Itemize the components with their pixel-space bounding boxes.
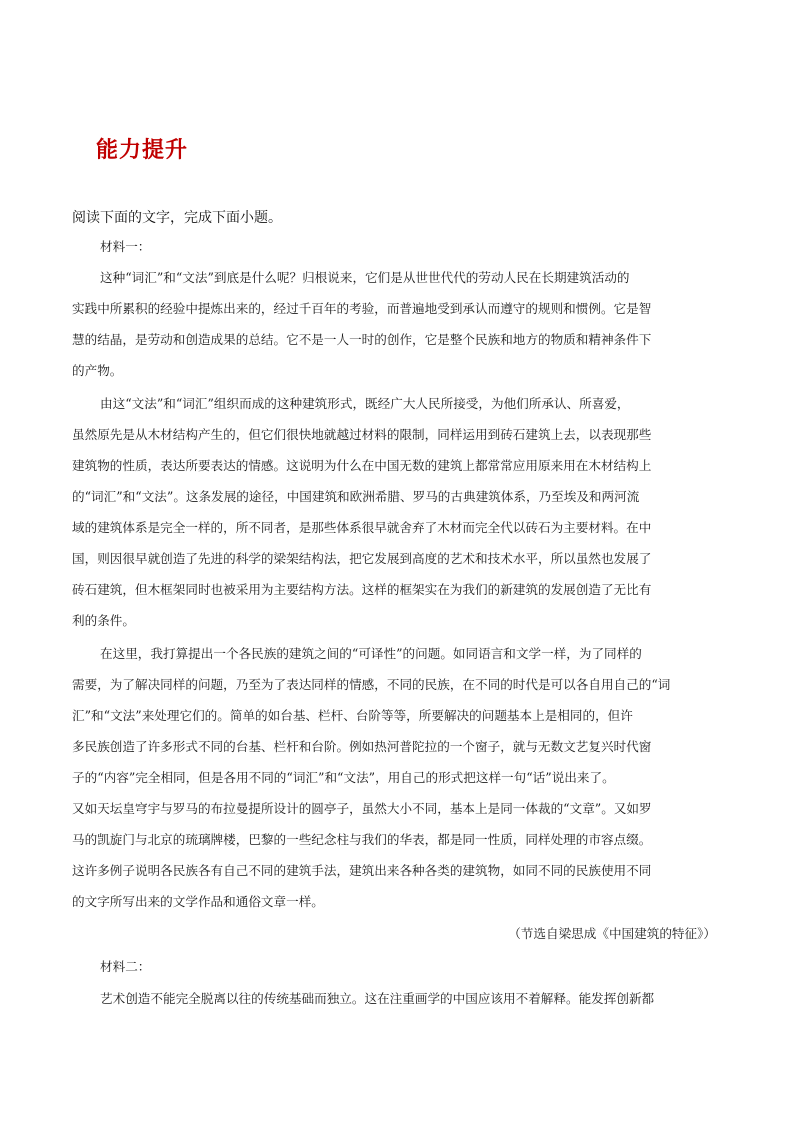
text-line: 汇”和“文法”来处理它们的。简单的如台基、栏杆、台阶等等，所要解决的问题基本上是相同的，但许 [72,708,633,723]
text-line: 多民族创造了许多形式不同的台基、栏杆和台阶。例如热河普陀拉的一个窗子，就与无数文艺复兴时代窗 [72,739,652,754]
text-line: 马的凯旋门与北京的琉璃牌楼，巴黎的一些纪念柱与我们的华表，都是同一性质，同样处理的市容点缀。 [72,832,652,847]
text-line: 的产物。 [72,363,123,378]
text-line: 实践中所累积的经验中提炼出来的，经过千百年的考验，而普遍地受到承认而遵守的规则和惯例。它是智 [72,301,652,316]
text-line: 由这“文法”和“词汇”组织而成的这种建筑形式，既经广大人民所接受，为他们所承认、所喜爱， [100,396,630,411]
material-two-heading: 材料二： [100,959,151,974]
text-line: 这种“词汇”和“文法”到底是什么呢？归根说来，它们是从世世代代的劳动人民在长期建筑活动的 [100,270,630,285]
section-title: 能力提升 [96,138,189,163]
material-one-heading: 材料一： [100,239,151,254]
text-line: 的“词汇”和“文法”。这条发展的途径，中国建筑和欧洲希腊、罗马的古典建筑体系，乃至埃及和两河流 [72,489,640,504]
text-line: 又如天坛皇穹宇与罗马的布拉曼提所设计的圆亭子，虽然大小不同，基本上是同一体裁的“文章”。又如罗 [72,801,652,816]
text-line: 需要，为了解决同样的问题，乃至为了表达同样的情感，不同的民族，在不同的时代是可以各自用自己的“词 [72,677,671,692]
text-line: 建筑物的性质，表达所要表达的情感。这说明为什么在中国无数的建筑上都常常应用原来用在木材结构上 [72,458,652,473]
source-citation: （节选自梁思成《中国建筑的特征》） [508,926,716,941]
text-line: 子的“内容”完全相同，但是各用不同的“词汇”和“文法”，用自己的形式把这样一句“话”说出来了。 [72,770,615,785]
text-line: 虽然原先是从木材结构产生的，但它们很快地就越过材料的限制，同样运用到砖石建筑上去，以表现那些 [72,427,652,442]
text-line: 在这里，我打算提出一个各民族的建筑之间的“可译性”的问题。如同语言和文学一样，为了同样的 [100,646,642,661]
text-line: 艺术创造不能完全脱离以往的传统基础而独立。这在注重画学的中国应该用不着解释。能发挥创新都 [100,991,655,1006]
text-line: 域的建筑体系是完全一样的，所不同者，是那些体系很早就舍弃了木材而完全代以砖石为主要材料。在中 [72,520,652,535]
text-line: 利的条件。 [72,613,135,628]
text-line: 国，则因很早就创造了先进的科学的梁架结构法，把它发展到高度的艺术和技术水平，所以虽然也发展了 [72,551,652,566]
text-line: 砖石建筑，但木框架同时也被采用为主要结构方法。这样的框架实在为我们的新建筑的发展创造了无比有 [72,582,652,597]
text-line: 慧的结晶，是劳动和创造成果的总结。它不是一人一时的创作，它是整个民族和地方的物质和精神条件下 [72,332,652,347]
text-line: 这许多例子说明各民族各有自己不同的建筑手法，建筑出来各种各类的建筑物，如同不同的民族使用不同 [72,863,652,878]
text-line: 的文字所写出来的文学作品和通俗文章一样。 [72,894,324,909]
reading-instruction: 阅读下面的文字，完成下面小题。 [72,210,282,226]
